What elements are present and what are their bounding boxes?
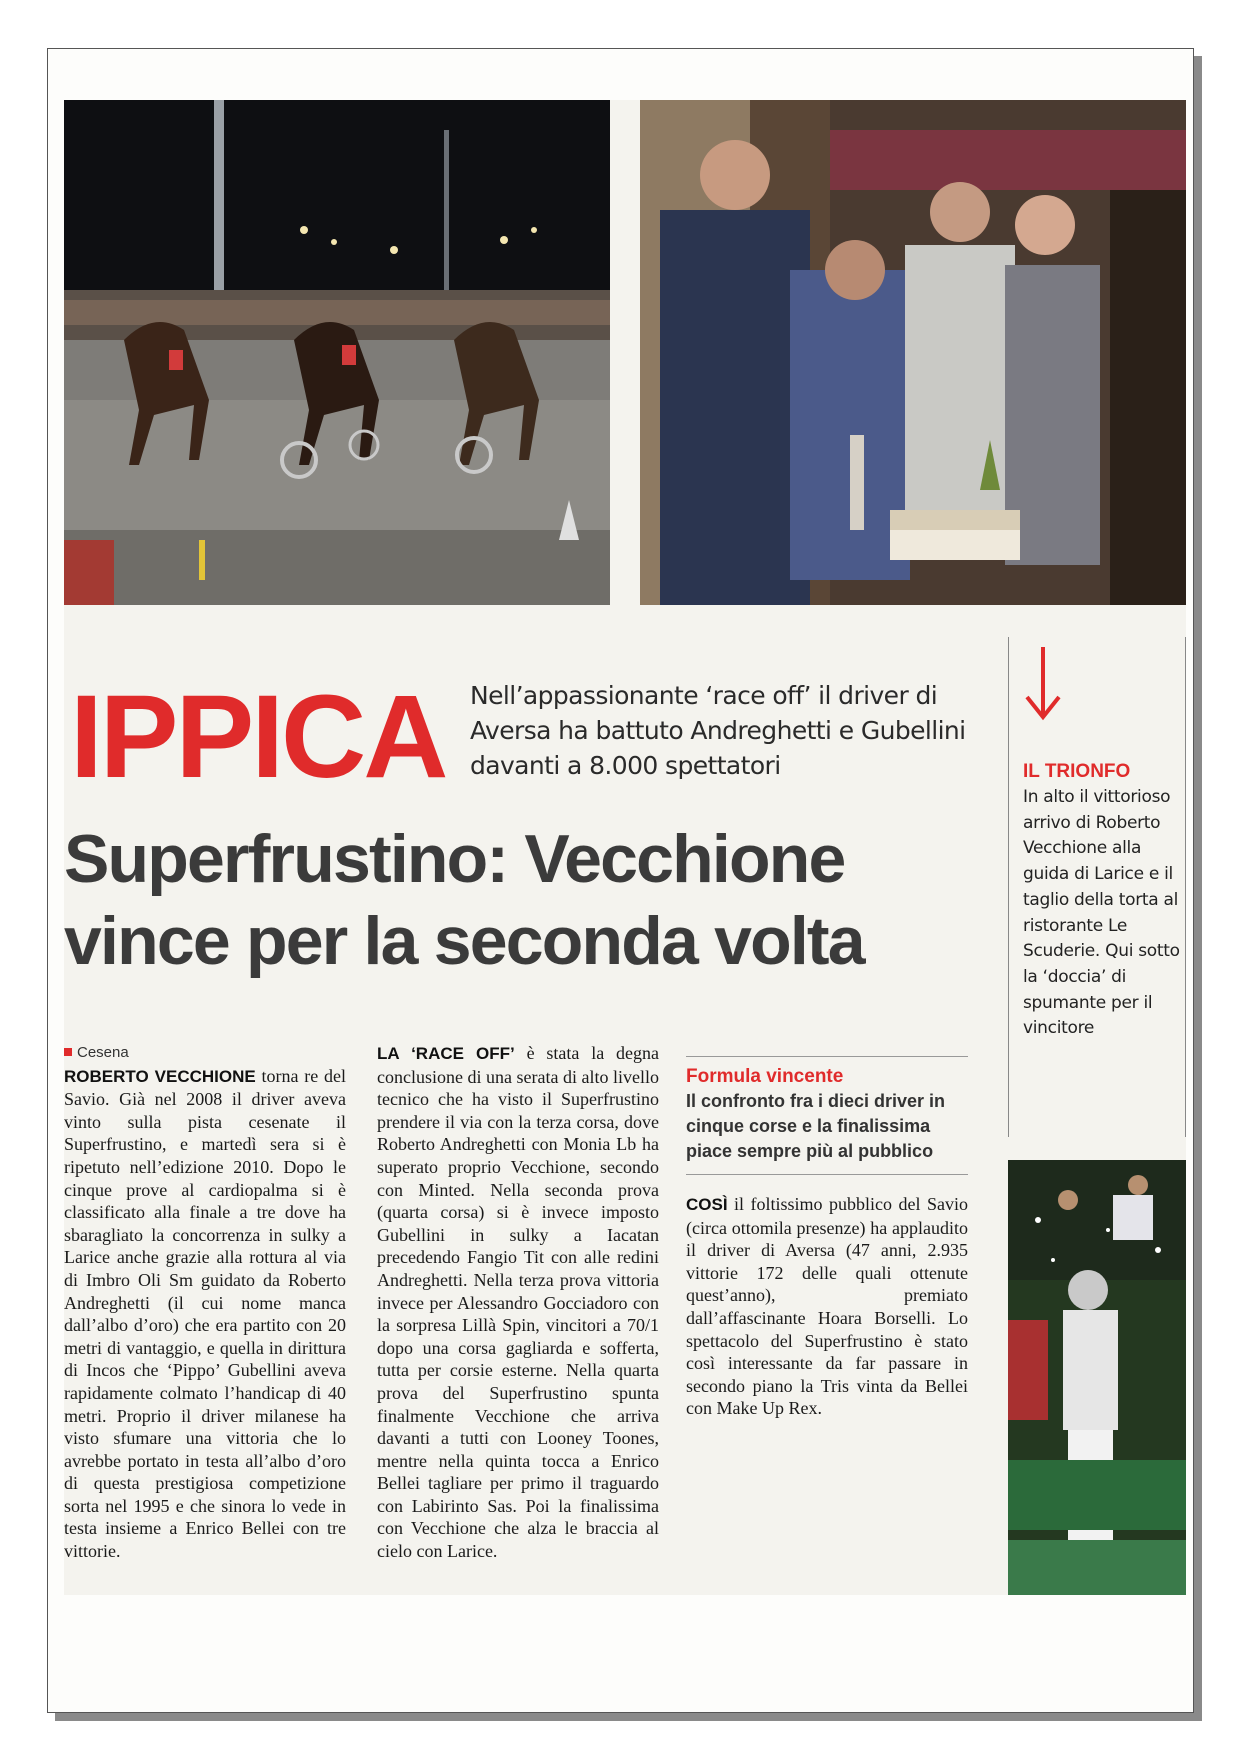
headline-title [64,818,1004,982]
paragraph-1-text: torna re del Savio. Già nel 2008 il driver aveva vinto sulla pista cesenate il Superfrustino, e martedì sera si è ripetuto nell’edizione 2010. Dopo le cinque prove al cardiopalma si è classificato alla finale a tre dove ha sbaragliato la concorrenza in sulky a Larice anche grazie alla rottura al via di Imbro Oli Sm guidato da Roberto Andreghetti (il cui nome manca dall’albo d’oro) che era partito con 20 metri di vantaggio, e quella in dirittura di Incos che ‘Pippo’ Gubellini aveva rapidamente colmato l’handicap di 40 metri. Proprio il driver milanese ha visto sfumare una vittoria che lo avrebbe portato in testa all’albo d’oro di questa prestigiosa competizione sorta nel 1995 e che sinora lo vede in testa insieme a Enrico Bellei con tre vittorie. [64,1065,346,1562]
down-arrow-icon [1023,645,1063,725]
race-photo [64,100,610,605]
formula-box [686,1056,968,1175]
paragraph-2-lead: LA ‘RACE OFF’ [377,1044,515,1063]
dateline-square-icon [64,1048,72,1056]
dateline [64,1042,346,1065]
caption-text: In alto il vittorioso arrivo di Roberto Vecchione alla guida di Larice e il taglio della torta al ristorante Le Scuderie. Qui sotto la ‘doccia’ di spumante per il vincitore [1023,787,1180,1039]
article-column-1 [64,1042,346,1563]
article-paragraph-3 [686,1193,968,1420]
formula-box-title: Formula vincente [686,1066,844,1087]
paragraph-3-text: il foltissimo pubblico del Savio (circa ottomila presenze) ha applaudito il driver di Aversa (47 anni, 2.935 vittorie 172 delle quali ottenute quest’anno), premiato dall’affascinante Hoara Borselli. Lo spettacolo del Superfrustino è stato così interessante da far passare in secondo piano la Tris vinta da Bellei con Make Up Rex. [686,1194,968,1419]
paragraph-1-lead: ROBERTO VECCHIONE [64,1066,256,1086]
subheadline: Nell’appassionante ‘race off’ il driver di Aversa ha battuto Andreghetti e Gubellini davanti a 8.000 spettatori [470,681,966,780]
winner-photo [1008,1160,1186,1595]
headline-line-2: vince per la seconda volta [64,903,864,979]
caption-title: IL TRIONFO [1023,761,1131,782]
paragraph-2-text: è stata la degna conclusione di una serata di alto livello tecnico che ha visto il Superfrustino prendere il via con la terza corsa, dove Roberto Andreghetti con Monia Lb ha superato proprio Vecchione, secondo con Minted. Nella seconda prova (quarta corsa) si è invece imposto Gubellini in sulky a Iacatan precedendo Fangio Tit con alle redini Andreghetti. Nella terza prova vittoria invece per Alessandro Gocciadoro con la sorpresa Lillà Spin, vincitori a 70/1 dopo una corsa gagliarda e sofferta, tutta per corsie esterne. Nella quarta prova del Superfrustino spunta finalmente Vecchione che arriva davanti a tutti con Looney Toones, mentre nella quinta tocca a Enrico Bellei tagliare per primo il traguardo con Labirinto Sas. Poi la finalissima con Vecchione che alza le braccia al cielo con Larice. [377,1043,659,1562]
section-kicker: IPPICA [70,671,446,803]
caption-panel [1008,637,1186,1137]
newspaper-clipping [64,100,1186,1595]
headline-line-1: Superfrustino: Vecchione [64,821,845,897]
formula-box-text: Il confronto fra i dieci driver in cinque corse e la finalissima piace sempre più al pubblico [686,1091,946,1161]
dateline-location: Cesena [77,1044,129,1061]
article-paragraph-2 [377,1042,659,1563]
article-column-3 [686,1042,968,1420]
article-column-2 [377,1042,659,1563]
article-paragraph-1 [64,1065,346,1563]
cake-cutting-photo [640,100,1186,605]
paragraph-3-lead: COSÌ [686,1195,728,1214]
